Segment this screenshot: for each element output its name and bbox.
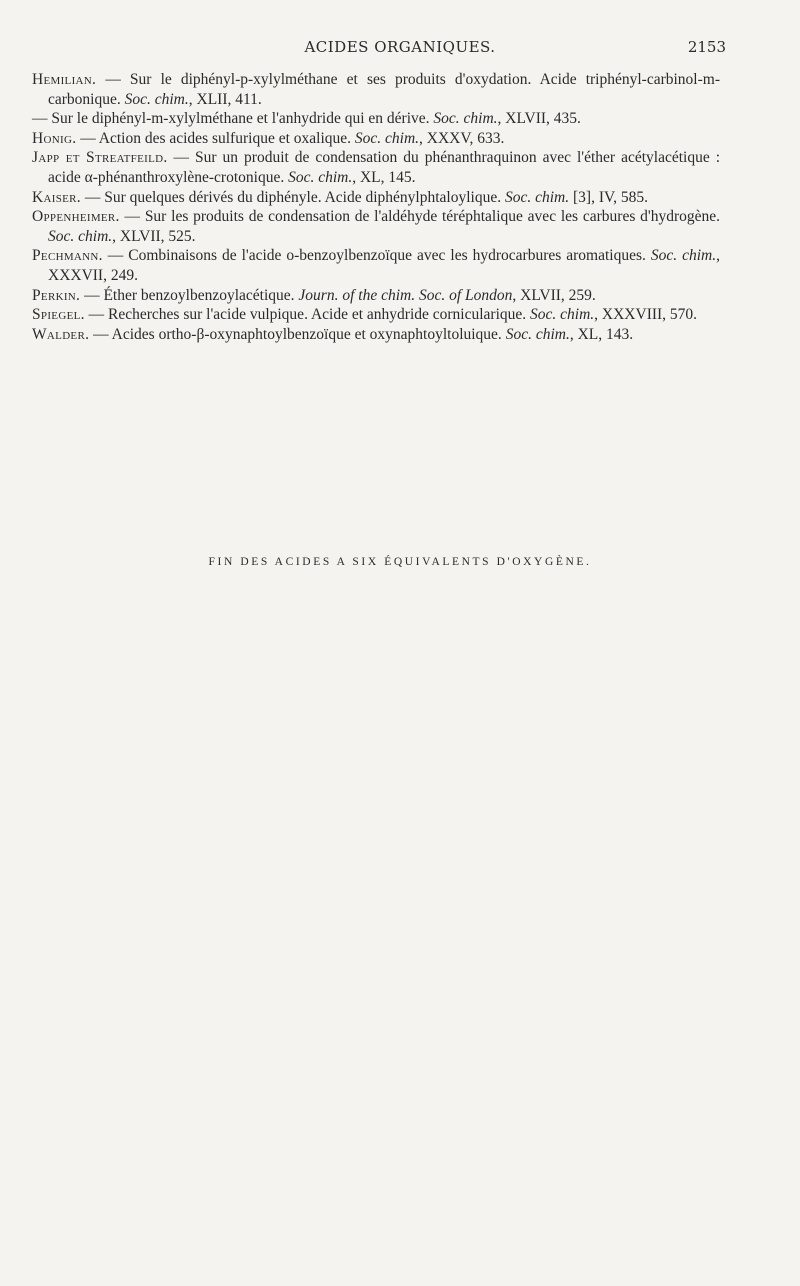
entry-reference: , XL, 145. <box>352 168 416 186</box>
entry-journal: Soc. chim. <box>505 325 570 343</box>
entry-journal: Soc. chim. <box>530 306 595 324</box>
entry-author: Honig. <box>32 129 77 147</box>
bibliography-entry <box>32 246 720 285</box>
entry-text: — Acides ortho-β-oxynaphtoylbenzoïque et oxynaphtoyltoluique. <box>89 325 506 343</box>
entry-reference: , XXXVIII, 570. <box>594 306 698 324</box>
entry-journal: Soc. chim. <box>288 168 353 186</box>
bibliography-entry <box>32 109 720 129</box>
entry-text: — Sur un produit de condensation du phénanthraquinon avec l'éther acétylacétique : acide α-phénanthroxylène-crotonique. <box>48 149 721 186</box>
entry-author: Spiegel. <box>32 306 85 324</box>
entry-author: Walder. <box>32 325 90 343</box>
page-header <box>0 38 800 60</box>
entry-text: — Sur le diphényl-m-xylylméthane et l'anhydride qui en dérive. <box>32 110 434 128</box>
entry-text: — Sur les produits de condensation de l'aldéhyde téréphtalique avec les carbures d'hydrogène. <box>119 208 720 226</box>
bibliography-entry <box>32 188 720 208</box>
entry-text: — Combinaisons de l'acide o-benzoylbenzoïque avec les hydrocarbures aromatiques. <box>102 247 651 265</box>
entry-reference: , XXXV, 633. <box>419 129 505 147</box>
entry-author: Pechmann. <box>32 247 103 265</box>
entry-journal: Soc. chim. <box>433 110 498 128</box>
entry-journal: Soc. chim. <box>354 129 420 147</box>
bibliography-entry <box>32 325 720 345</box>
entry-reference: , XLVII, 525. <box>112 227 196 245</box>
entry-text: — Sur quelques dérivés du diphényle. Acide diphénylphtaloylique. <box>80 188 505 206</box>
entry-text: — Action des acides sulfurique et oxalique. <box>76 129 355 147</box>
bibliography-entry <box>32 207 720 246</box>
entry-reference: , XLII, 411. <box>188 90 262 108</box>
entry-journal: Soc. chim. <box>504 188 570 206</box>
entry-journal: Soc. chim. <box>650 247 717 265</box>
entry-journal: Soc. chim. <box>48 227 113 245</box>
entry-author: Japp et Streatfeild. <box>32 149 168 167</box>
bibliography-entry <box>32 305 720 325</box>
entry-author: Hemilian. <box>32 71 97 88</box>
page-number: 2153 <box>687 38 726 56</box>
entry-reference: , XXXVII, 249. <box>48 247 720 284</box>
entry-author: Oppenheimer. <box>32 208 120 226</box>
bibliography-list <box>32 70 720 344</box>
bibliography-entry <box>32 129 720 149</box>
entry-journal: Soc. chim. <box>124 90 189 108</box>
entry-text: — Sur le diphényl-p-xylylméthane et ses produits d'oxydation. Acide triphényl-carbinol-m-carbonique. <box>48 71 720 108</box>
entry-text: — Recherches sur l'acide vulpique. Acide et anhydride cornicularique. <box>84 306 531 324</box>
section-end-note: FIN DES ACIDES A SIX ÉQUIVALENTS D'OXYGÈNE. <box>208 556 592 568</box>
bibliography-entry <box>32 70 720 109</box>
entry-reference: , XLVII, 259. <box>512 286 596 304</box>
bibliography-entry <box>32 148 720 187</box>
bibliography-entry <box>32 286 720 306</box>
entry-reference: [3], IV, 585. <box>569 188 649 206</box>
entry-author: Perkin. <box>32 286 81 304</box>
entry-author: Kaiser. <box>32 188 81 206</box>
running-title: ACIDES ORGANIQUES. <box>304 38 496 56</box>
entry-journal: Journ. of the chim. Soc. of London <box>298 286 513 304</box>
entry-reference: , XLVII, 435. <box>497 110 581 128</box>
entry-reference: , XL, 143. <box>569 325 634 343</box>
entry-text: — Éther benzoylbenzoylacétique. <box>80 286 299 304</box>
